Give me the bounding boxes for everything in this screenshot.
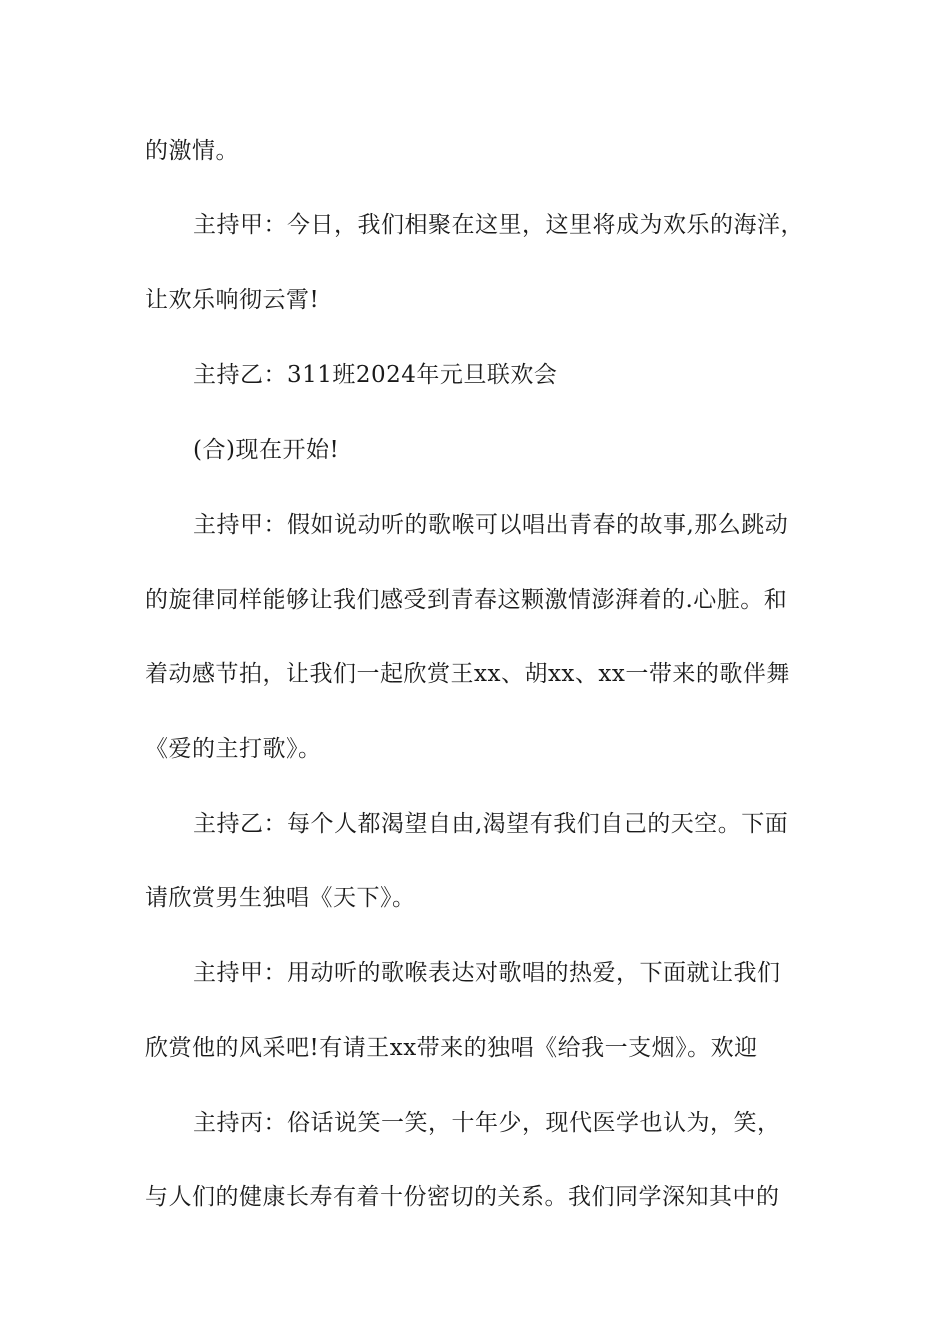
text-line: 主持乙：每个人都渴望自由,渴望有我们自己的天空。下面	[193, 811, 789, 837]
text-line: 的旋律同样能够让我们感受到青春这颗激情澎湃着的.心脏。和	[145, 587, 788, 613]
text-line: 《爱的主打歌》。	[145, 736, 322, 762]
text-line: 主持甲：用动听的歌喉表达对歌唱的热爱，下面就让我们	[193, 960, 781, 986]
text-line: 主持甲：今日，我们相聚在这里，这里将成为欢乐的海洋，	[193, 212, 804, 238]
text-line: 主持丙：俗话说笑一笑，十年少，现代医学也认为，笑，	[193, 1110, 781, 1136]
text-line: 着动感节拍，让我们一起欣赏王xx、胡xx、xx一带来的歌伴舞	[145, 661, 790, 687]
text-line: 主持甲：假如说动听的歌喉可以唱出青春的故事,那么跳动	[193, 512, 789, 538]
text-line: 让欢乐响彻云霄!	[145, 287, 320, 313]
text-line: 的激情。	[145, 138, 239, 164]
text-line: 主持乙：311班2024年元旦联欢会	[193, 362, 558, 388]
text-line: (合)现在开始!	[193, 437, 340, 463]
text-line: 请欣赏男生独唱《天下》。	[145, 885, 416, 911]
text-line: 与人们的健康长寿有着十份密切的关系。我们同学深知其中的	[145, 1184, 780, 1210]
text-line: 欣赏他的风采吧!有请王xx带来的独唱《给我一支烟》。欢迎	[145, 1035, 758, 1061]
